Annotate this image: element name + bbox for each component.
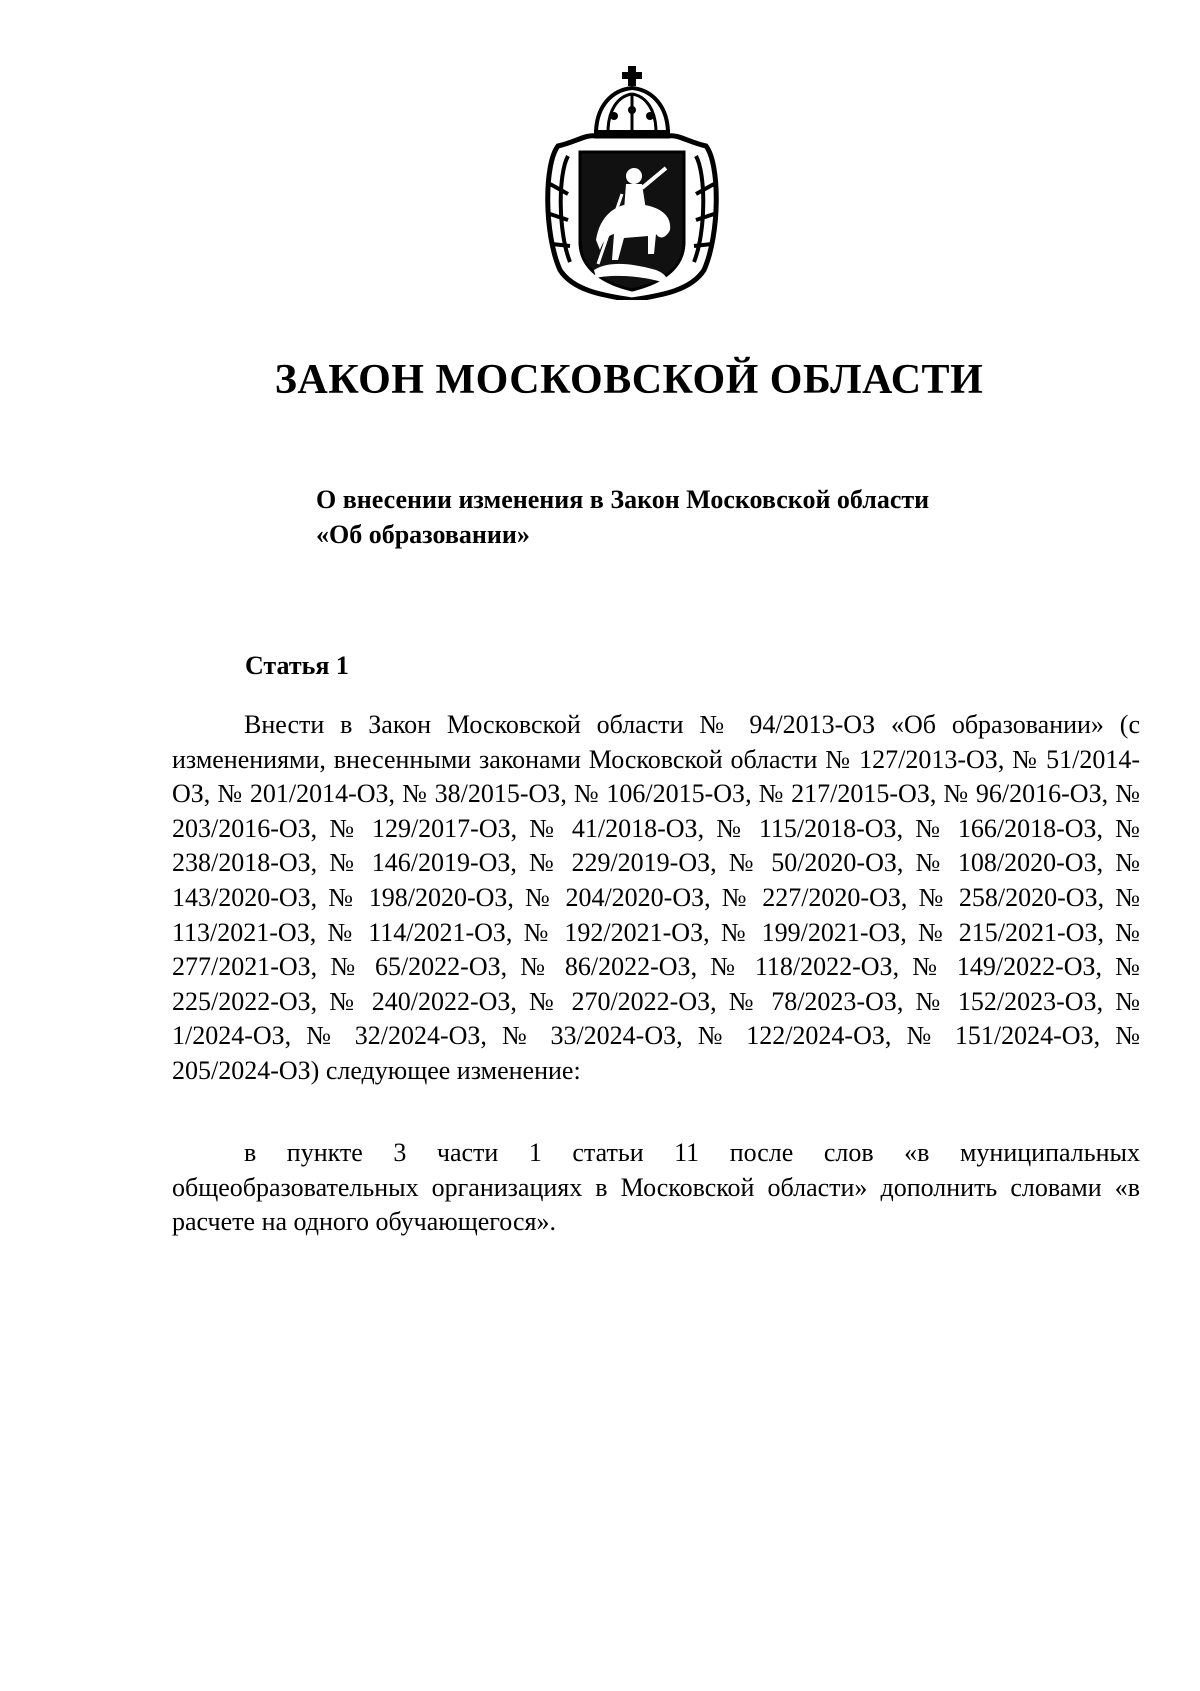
article-heading: Статья 1: [245, 651, 349, 680]
article-paragraph-2: в пункте 3 части 1 статьи 11 после слов «в муниципальных общеобразовательных организациях в Московской области» дополнить словами «в расчете на одного обучающегося».: [172, 1138, 1140, 1237]
article-paragraph-1: Внести в Закон Московской области № 94/2013-ОЗ «Об образовании» (с изменениями, внесенными законами Московской области № 127/2013-ОЗ, № 51/2014-ОЗ, № 201/2014-ОЗ, № 38/2015-ОЗ, № 106/2015-ОЗ, № 217/2015-ОЗ, № 96/2016-ОЗ, № 203/2016-ОЗ, № 129/2017-ОЗ, № 41/2018-ОЗ, № 115/2018-ОЗ, № 166/2018-ОЗ, № 238/2018-ОЗ, № 146/2019-ОЗ, № 229/2019-ОЗ, № 50/2020-ОЗ, № 108/2020-ОЗ, № 143/2020-ОЗ, № 198/2020-ОЗ, № 204/2020-ОЗ, № 227/2020-ОЗ, № 258/2020-ОЗ, № 113/2021-ОЗ, № 114/2021-ОЗ, № 192/2021-ОЗ, № 199/2021-ОЗ, № 215/2021-ОЗ, № 277/2021-ОЗ, № 65/2022-ОЗ, № 86/2022-ОЗ, № 118/2022-ОЗ, № 149/2022-ОЗ, № 225/2022-ОЗ, № 240/2022-ОЗ, № 270/2022-ОЗ, № 78/2023-ОЗ, № 152/2023-ОЗ, № 1/2024-ОЗ, № 32/2024-ОЗ, № 33/2024-ОЗ, № 122/2024-ОЗ, № 151/2024-ОЗ, № 205/2024-ОЗ) следующее изменение:: [172, 710, 1140, 1085]
law-title: ЗАКОН МОСКОВСКОЙ ОБЛАСТИ: [274, 357, 984, 403]
coat-of-arms-icon: [538, 64, 726, 300]
law-subtitle-line-2: «Об образовании»: [316, 520, 530, 549]
law-subtitle: [316, 482, 1076, 552]
law-subtitle-line-1: О внесении изменения в Закон Московской области: [316, 485, 930, 514]
